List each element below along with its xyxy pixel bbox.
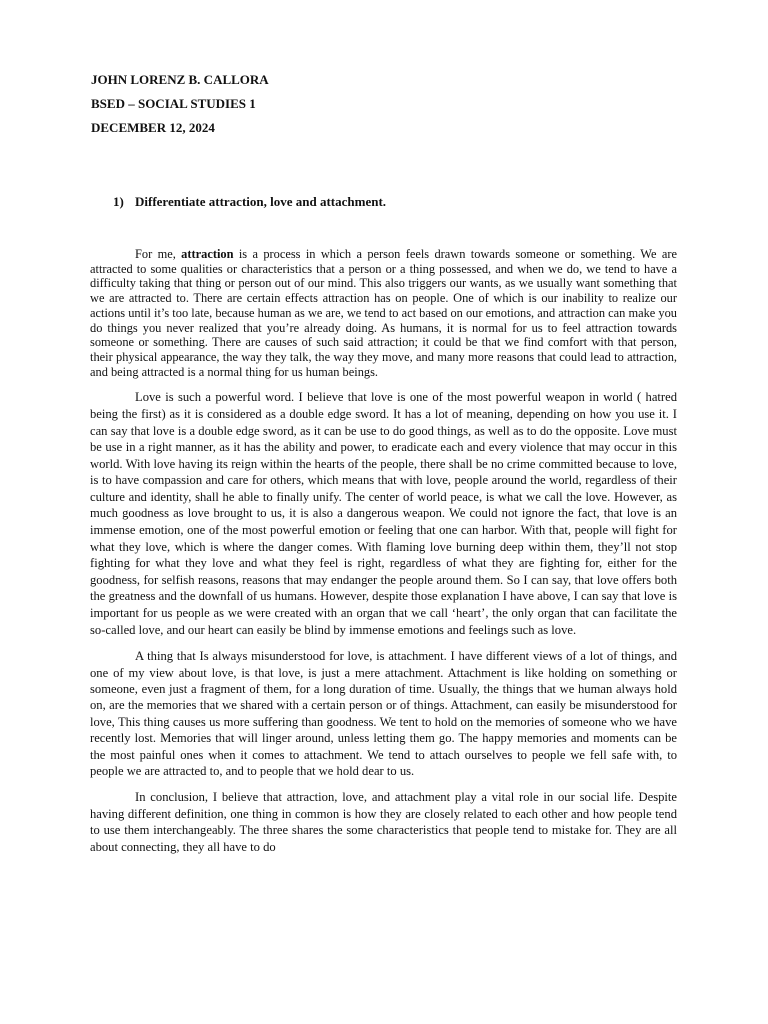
essay-body bbox=[90, 247, 677, 865]
author-name: JOHN LORENZ B. CALLORA bbox=[91, 72, 269, 87]
paragraph-conclusion: In conclusion, I believe that attraction, love, and attachment play a vital role in our social life. Despite having different definition, one thing in common is how they are closely related to each other and how people tend to use them interchangeably. The three shares the some characteristics that people tend to mistake for. They are all about connecting, they all have to do bbox=[90, 790, 677, 854]
date-line: DECEMBER 12, 2024 bbox=[91, 120, 215, 135]
course-line: BSED – SOCIAL STUDIES 1 bbox=[91, 96, 256, 111]
question-item bbox=[113, 194, 386, 210]
paragraph-attraction bbox=[90, 247, 677, 379]
paragraph-lead: For me, bbox=[135, 247, 182, 261]
paragraph-love: Love is such a powerful word. I believe that love is one of the most powerful weapon in world ( hatred being the first) as it is considered as a double edge sword. It has a lot of meaning, depending on how you use it. I can say that love is a double edge sword, as it can be use to do good things, as well as to do the opposite. Love must be use in a right manner, as it has the ability and power, to eradicate each and every violence that may occur in this world. With love having its reign within the hearts of the people, there shall be no crime committed because to love, is to have compassion and care for others, which means that with love, people around the world, regardless of their culture and identity, shall he able to finally unify. The center of world peace, is what we call the love. However, as much goodness as love brought to us, it is also a dangerous weapon. We could not ignore the fact, that love is an immense emotion, one of the most powerful emotion or feeling that one can harbor. With that, people will fight for what they love, which is where the danger comes. With flaming love burning deep within them, they’ll not stop fighting for what they love and what they feel is right, regardless of what they are fighting for, either for the goodness, for selfish reasons, reasons that may endanger the people around them. So I can say, that love offers both the greatness and the downfall of us humans. However, despite those explanation I have above, I can say that love is important for us people as we were created with an organ that we call ‘heart’, the only organ that can facilitate the so-called love, and our heart can easily be blind by immense emotions and feelings such as love. bbox=[90, 390, 677, 637]
paragraph-text: is a process in which a person feels drawn towards someone or something. We are attracted to some qualities or characteristics that a person or a thing possessed, and when we do, we tend to have a difficulty taking that thing or person out of our mind. This also triggers our wants, as we usually want something that we are attracted to. There are certain effects attraction has on people. One of which is our inability to realize our actions until it’s too late, because human as we are, we tend to act based on our emotions, and attraction can make you do things you never realized that you’re already doing. As humans, it is normal for us to feel attraction towards someone or something. There are causes of such said attraction; it could be that we find comfort with that person, their physical appearance, the way they talk, the way they move, and many more reasons that could lead to attraction, and being attracted is a normal thing for us human beings. bbox=[90, 247, 677, 379]
question-number: 1) bbox=[113, 194, 124, 209]
term-attraction: attraction bbox=[181, 247, 234, 261]
question-text: Differentiate attraction, love and attachment. bbox=[135, 194, 387, 209]
document-header bbox=[91, 72, 269, 144]
paragraph-attachment: A thing that Is always misunderstood for love, is attachment. I have different views of a lot of things, and one of my view about love, is that love, is just a mere attachment. Attachment is like holding on something or someone, even just a fragment of them, for a long duration of time. Usually, the things that we human always hold on, are the memories that we shared with a certain person or of things. Attachment, can easily be misunderstood for love, This thing causes us more suffering than goodness. We tent to hold on the memories of someone who we have recently lost. Memories that will linger around, unless letting them go. The happy memories and moments can be the most painful ones when it comes to attachment. We tend to attach ourselves to people we fell safe with, to people we are attracted to, and to people that we hold dear to us. bbox=[90, 649, 677, 779]
